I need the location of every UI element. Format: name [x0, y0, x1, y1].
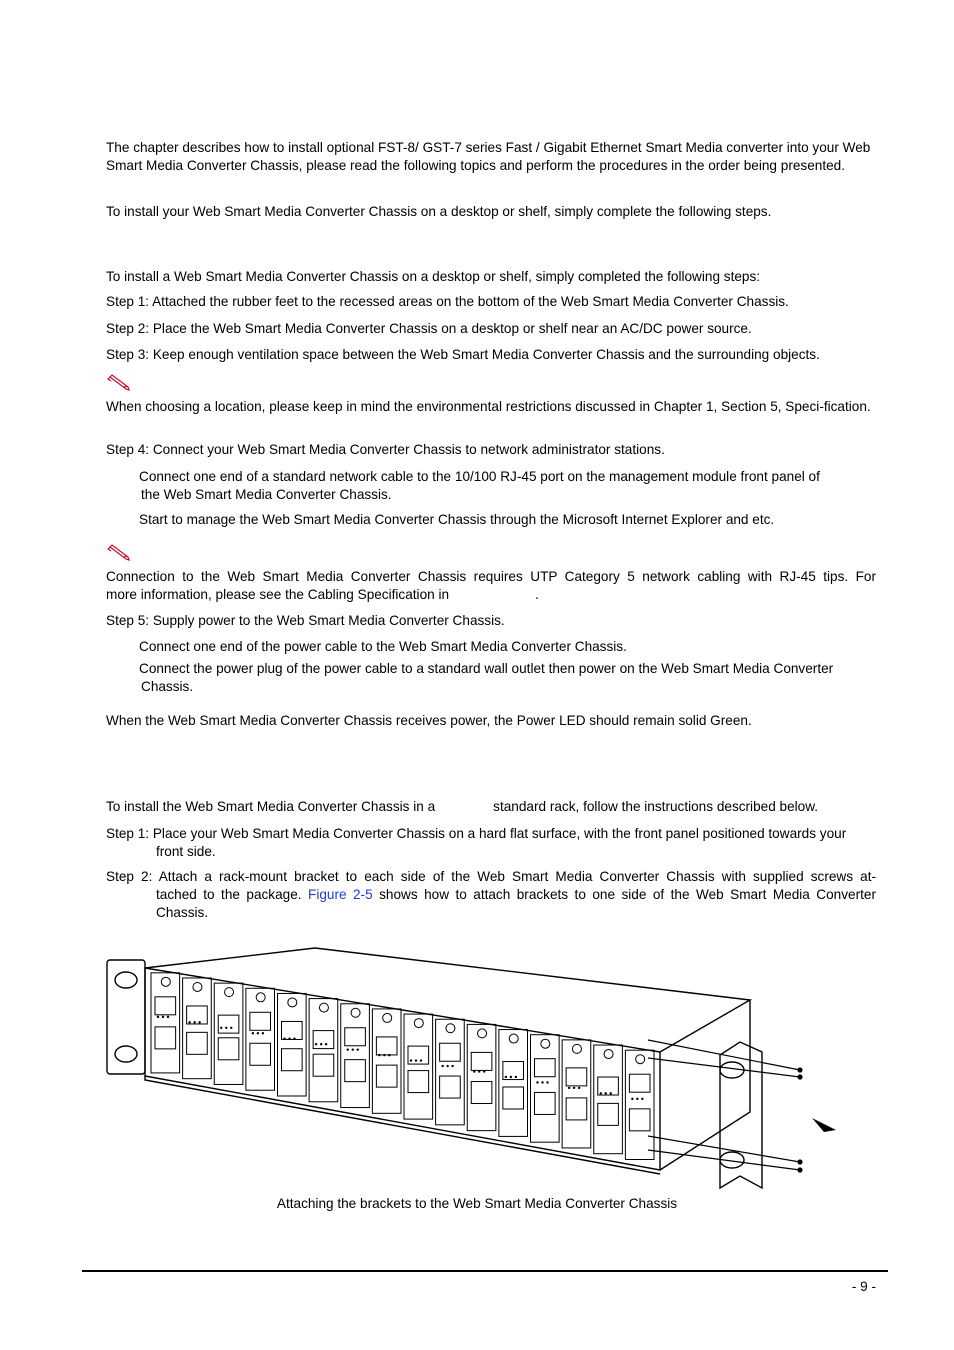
- rack-step-1: [106, 825, 876, 861]
- management-module: [151, 973, 180, 1073]
- pencil-note-icon: [106, 544, 132, 562]
- converter-slot: [309, 999, 338, 1102]
- desktop-step-4: Step 4: Connect your Web Smart Media Converter Chassis to network administrator stations.: [106, 442, 665, 457]
- converter-slot: [531, 1035, 560, 1142]
- converter-slot: [183, 978, 212, 1079]
- note-location: When choosing a location, please keep in mind the environmental restrictions discussed in Chapter 1, Section 5, Speci-fication.: [106, 399, 871, 414]
- step-4-item-a-line-2: the Web Smart Media Converter Chassis.: [141, 487, 392, 502]
- step-5-item-a: Connect one end of the power cable to the Web Smart Media Converter Chassis.: [139, 639, 627, 654]
- converter-slot: [499, 1030, 528, 1137]
- bracket-screws: [648, 1040, 802, 1172]
- converter-slots: [151, 973, 654, 1160]
- rack-step-1-line-1: Step 1: Place your Web Smart Media Converter Chassis on a hard flat surface, with the front panel positioned towards your: [106, 826, 847, 841]
- converter-slot: [246, 988, 275, 1090]
- chassis-bracket-figure: [100, 940, 840, 1190]
- step-4-item-b: Start to manage the Web Smart Media Converter Chassis through the Microsoft Internet Explorer and etc.: [139, 512, 775, 527]
- step-5-item-b-line-1: Connect the power plug of the power cable to a standard wall outlet then power on the Web Smart Media Converter: [139, 661, 834, 676]
- note-cabling-period: .: [535, 587, 539, 602]
- rack-step-2-line-1: Step 2: Attach a rack-mount bracket to each side of the Web Smart Media Converter Chassis with supplied screws at-: [106, 869, 876, 884]
- chassis-front: [145, 968, 660, 1170]
- desktop-step-2: Step 2: Place the Web Smart Media Converter Chassis on a desktop or shelf near an AC/DC power source.: [106, 321, 752, 336]
- rack-intro-part-2: standard rack, follow the instructions described below.: [493, 799, 819, 814]
- converter-slot: [214, 983, 243, 1084]
- converter-slot: [372, 1009, 401, 1113]
- note-cabling-line-2: [106, 586, 876, 604]
- figure-2-5-link[interactable]: Figure 2-5: [308, 887, 373, 902]
- converter-slot: [278, 993, 307, 1096]
- converter-slot: [594, 1045, 623, 1154]
- converter-slot: [404, 1014, 433, 1119]
- converter-slot: [562, 1040, 591, 1148]
- note-cabling-text: more information, please see the Cabling Specification in: [106, 587, 450, 602]
- right-rack-bracket: [720, 1042, 762, 1188]
- rack-intro: [106, 798, 876, 816]
- rack-step-2-text-2: shows how to attach brackets to one side of the Web Smart Media Converter: [379, 887, 876, 902]
- converter-slot: [436, 1019, 465, 1125]
- rack-step-2-text: tached to the package.: [156, 887, 302, 902]
- desktop-intro: To install a Web Smart Media Converter Chassis on a desktop or shelf, simply completed the following steps:: [106, 269, 761, 284]
- desktop-step-3: Step 3: Keep enough ventilation space between the Web Smart Media Converter Chassis and the surrounding objects.: [106, 347, 820, 362]
- step-4-item-a: [139, 468, 876, 504]
- desktop-step-1: Step 1: Attached the rubber feet to the recessed areas on the bottom of the Web Smart Media Converter Chassis.: [106, 294, 789, 309]
- left-rack-ear: [107, 960, 145, 1074]
- intro-paragraph: The chapter describes how to install optional FST-8/ GST-7 series Fast / Gigabit Ethernet Smart Media converter into your Web Smart Media Converter Chassis, please read the following topics and perform the procedures in the order being presented.: [106, 140, 871, 173]
- desktop-step-5: Step 5: Supply power to the Web Smart Media Converter Chassis.: [106, 613, 505, 628]
- rack-step-1-line-2: front side.: [156, 844, 216, 859]
- converter-slot: [341, 1004, 370, 1108]
- pencil-note-icon: [106, 374, 132, 392]
- page-number: - 9 -: [851, 1279, 876, 1294]
- rack-step-2: [106, 868, 876, 922]
- power-led-paragraph: When the Web Smart Media Converter Chassis receives power, the Power LED should remain solid Green.: [106, 713, 752, 728]
- figure-caption: Attaching the brackets to the Web Smart Media Converter Chassis: [276, 1196, 678, 1211]
- step-5-item-b: [139, 660, 876, 696]
- step-5-item-b-line-2: Chassis.: [141, 679, 194, 694]
- direction-arrow-icon: [812, 1118, 836, 1132]
- rack-step-2-line-3: Chassis.: [156, 905, 209, 920]
- rack-step-2-line-2: [156, 886, 876, 904]
- note-cabling-line-1: Connection to the Web Smart Media Converter Chassis requires UTP Category 5 network cabling with RJ-45 tips. For: [106, 569, 876, 584]
- step-4-item-a-line-1: Connect one end of a standard network cable to the 10/100 RJ-45 port on the management module front panel of: [139, 469, 820, 484]
- rack-intro-part-1: To install the Web Smart Media Converter Chassis in a: [106, 799, 436, 814]
- intro-paragraph-2: To install your Web Smart Media Converter Chassis on a desktop or shelf, simply complete the following steps.: [106, 204, 772, 219]
- converter-slot: [467, 1024, 496, 1130]
- footer-rule: [82, 1270, 888, 1272]
- converter-slot: [625, 1050, 654, 1159]
